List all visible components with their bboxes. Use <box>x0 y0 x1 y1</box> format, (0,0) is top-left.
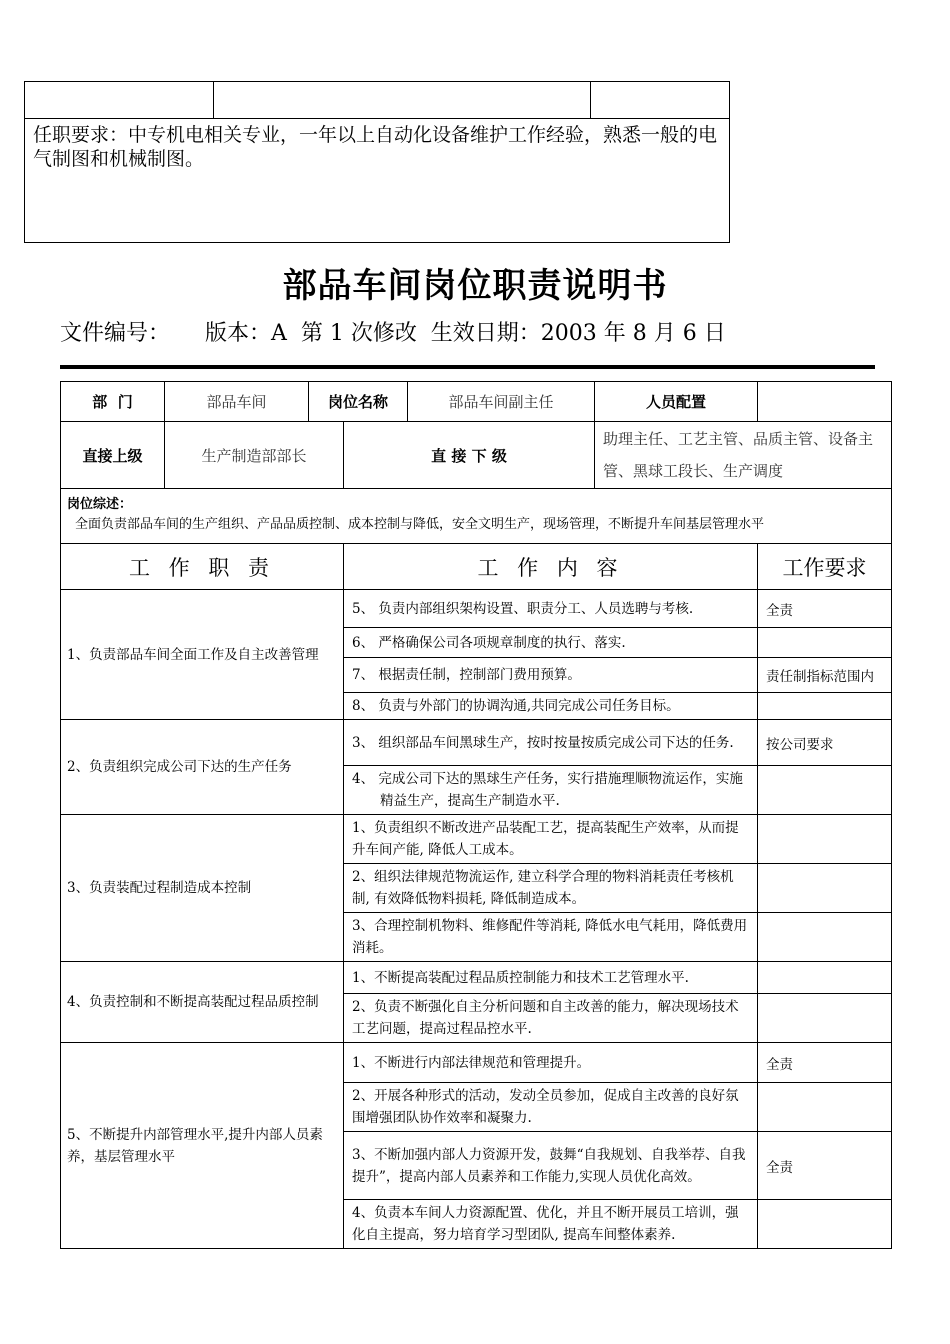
superior-label: 直接上级 <box>61 422 165 489</box>
title-rule <box>60 365 875 369</box>
content-item: 4、 完成公司下达的黑球生产任务，实行措施理顺物流运作，实施精益生产，提高生产制造水平. <box>344 766 758 815</box>
overview-text: 全面负责部品车间的生产组织、产品品质控制、成本控制与降低，安全文明生产，现场管理，不断提升车间基层管理水平 <box>75 517 765 532</box>
content-item: 2、负责不断强化自主分析问题和自主改善的能力，解决现场技术工艺问题，提高过程品控水平. <box>344 994 758 1043</box>
requirement-header: 工作要求 <box>758 544 892 590</box>
overview-label: 岗位综述： <box>67 497 133 512</box>
dept-label: 部 门 <box>61 382 165 422</box>
duty-item: 5、不断提升内部管理水平,提升内部人员素养，基层管理水平 <box>61 1043 344 1249</box>
empty-cell <box>25 82 214 119</box>
requirement-item: 按公司要求 <box>758 720 892 766</box>
duty-item: 3、负责装配过程制造成本控制 <box>61 815 344 962</box>
content-item: 3、合理控制机物料、维修配件等消耗, 降低水电气耗用，降低费用消耗。 <box>344 913 758 962</box>
requirement-item <box>758 1200 892 1249</box>
duty-header: 工 作 职 责 <box>61 544 344 590</box>
content-item: 1、不断进行内部法律规范和管理提升。 <box>344 1043 758 1083</box>
requirement-item <box>758 628 892 658</box>
requirement-item <box>758 815 892 864</box>
duty-item: 2、负责组织完成公司下达的生产任务 <box>61 720 344 815</box>
post-value: 部品车间副主任 <box>408 382 595 422</box>
empty-cell <box>591 82 730 119</box>
continuation-table <box>24 81 730 243</box>
file-info-line: 文件编号： 版本：A 第 1 次修改 生效日期：2003 年 8 月 6 日 <box>60 321 726 346</box>
requirement-item <box>758 913 892 962</box>
content-item: 2、开展各种形式的活动，发动全员参加，促成自主改善的良好氛围增强团队协作效率和凝聚力. <box>344 1083 758 1132</box>
content-item: 8、 负责与外部门的协调沟通,共同完成公司任务目标。 <box>344 693 758 720</box>
content-item: 7、 根据责任制，控制部门费用预算。 <box>344 658 758 693</box>
overview-cell <box>61 489 892 544</box>
requirement-item <box>758 1083 892 1132</box>
staff-label: 人员配置 <box>595 382 758 422</box>
requirement-item <box>758 766 892 815</box>
requirement-item <box>758 994 892 1043</box>
duty-table <box>60 381 892 1249</box>
content-item: 4、负责本车间人力资源配置、优化，并且不断开展员工培训，强化自主提高，努力培育学习型团队, 提高车间整体素养. <box>344 1200 758 1249</box>
subordinate-label: 直 接 下 级 <box>344 422 595 489</box>
requirement-item: 全责 <box>758 590 892 628</box>
content-item: 5、 负责内部组织架构设置、职责分工、人员选聘与考核. <box>344 590 758 628</box>
content-header: 工 作 内 容 <box>344 544 758 590</box>
requirement-item: 全责 <box>758 1043 892 1083</box>
requirement-item <box>758 962 892 994</box>
requirement-item <box>758 693 892 720</box>
job-requirements: 任职要求：中专机电相关专业，一年以上自动化设备维护工作经验，熟悉一般的电气制图和机械制图。 <box>25 119 730 243</box>
content-item: 3、不断加强内部人力资源开发，鼓舞“自我规划、自我举荐、自我提升”，提高内部人员素养和工作能力,实现人员优化高效。 <box>344 1132 758 1200</box>
staff-value <box>758 382 892 422</box>
content-item: 2、组织法律规范物流运作, 建立科学合理的物料消耗责任考核机制, 有效降低物料损耗, 降低制造成本。 <box>344 864 758 913</box>
requirement-item: 全责 <box>758 1132 892 1200</box>
duty-item: 1、负责部品车间全面工作及自主改善管理 <box>61 590 344 720</box>
content-item: 1、不断提高装配过程品质控制能力和技术工艺管理水平. <box>344 962 758 994</box>
empty-cell <box>214 82 591 119</box>
post-label: 岗位名称 <box>309 382 408 422</box>
requirement-item: 责任制指标范围内 <box>758 658 892 693</box>
document-title: 部品车间岗位职责说明书 <box>282 266 668 306</box>
subordinate-value: 助理主任、工艺主管、品质主管、设备主管、黑球工段长、生产调度 <box>595 422 892 489</box>
content-item: 3、 组织部品车间黑球生产，按时按量按质完成公司下达的任务. <box>344 720 758 766</box>
content-item: 6、 严格确保公司各项规章制度的执行、落实. <box>344 628 758 658</box>
duty-item: 4、负责控制和不断提高装配过程品质控制 <box>61 962 344 1043</box>
content-item: 1、负责组织不断改进产品装配工艺，提高装配生产效率，从而提升车间产能, 降低人工成本。 <box>344 815 758 864</box>
superior-value: 生产制造部部长 <box>165 422 344 489</box>
dept-value: 部品车间 <box>165 382 309 422</box>
requirement-item <box>758 864 892 913</box>
